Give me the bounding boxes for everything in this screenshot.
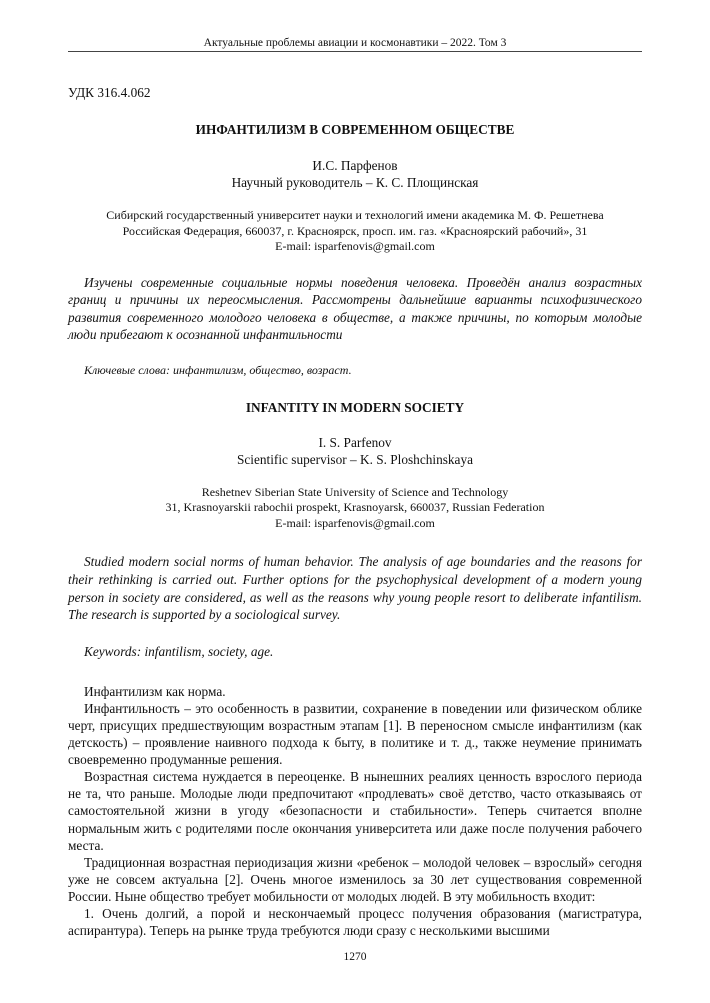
abstract-ru: Изучены современные социальные нормы поведения человека. Проведён анализ возрастных границ и причины их переосмысления. Рассмотрены дальнейшие варианты психофизического развития современного молодого человека в обществе, а также причины, по которым молодые люди прибегают к осознанной инфантильности <box>68 274 642 343</box>
body-paragraph: Инфантильность – это особенность в развитии, сохранение в поведении или физическом облике черт, присущих предшествующим возрастным этапам [1]. В переносном смысле инфантилизм (как детскость) – проявление наивного подхода к быту, в политике и т. д., также неумение принимать своевременно продуманные решения. <box>68 700 642 768</box>
article-title-ru: ИНФАНТИЛИЗМ В СОВРЕМЕННОМ ОБЩЕСТВЕ <box>195 122 515 137</box>
abstract-en: Studied modern social norms of human behavior. The analysis of age boundaries and the reasons for their rethinking is carried out. Further options for the psychophysical development of a modern young person in society are considered, as well as the reasons why young people resort to deliberate infantilism. The research is supported by a sociological survey. <box>68 554 642 623</box>
email-en: E-mail: isparfenovis@gmail.com <box>275 515 435 530</box>
author-block-en <box>68 434 642 468</box>
header-rule <box>68 51 642 52</box>
body-paragraph: Возрастная система нуждается в переоценке. В нынешних реалиях ценность взрослого периода не та, что раньше. Молодые люди предпочитают «продлевать» своё детство, часто отказываясь от самостоятельной жизни в угоду «безопасности и стабильности». Теперь считается вполне нормальным жить с родителями после окончания университета или даже после получения рабочего места. <box>68 769 642 853</box>
supervisor-ru: Научный руководитель – К. С. Площинская <box>231 175 479 190</box>
supervisor-en: Scientific supervisor – K. S. Ploshchinskaya <box>237 451 473 467</box>
body-paragraph: Инфантилизм как норма. <box>84 683 226 699</box>
running-head: Актуальные проблемы авиации и космонавтики – 2022. Том 3 <box>203 37 507 49</box>
keywords-en: Keywords: infantilism, society, age. <box>84 643 274 659</box>
author-name-en: I. S. Parfenov <box>318 434 392 450</box>
email-ru: E-mail: isparfenovis@gmail.com <box>275 239 435 253</box>
author-block-ru <box>68 157 642 191</box>
affiliation-block-ru <box>68 208 642 255</box>
affiliation-line1-ru: Сибирский государственный университет науки и технологий имени академика М. Ф. Решетнева <box>106 208 604 222</box>
body-paragraph: 1. Очень долгий, а порой и нескончаемый процесс получения образования (магистратура, аспирантура). Теперь на рынке труда требуются люди сразу с несколькими высшими <box>68 905 642 939</box>
article-content <box>68 84 642 939</box>
body-text <box>68 683 642 939</box>
keywords-ru: Ключевые слова: инфантилизм, общество, возраст. <box>84 362 352 377</box>
affiliation-line2-en: 31, Krasnoyarskii rabochii prospekt, Krasnoyarsk, 660037, Russian Federation <box>165 500 545 515</box>
udk-code: УДК 316.4.062 <box>68 85 151 100</box>
page-number: 1270 <box>343 951 367 963</box>
body-paragraph: Традиционная возрастная периодизация жизни «ребенок – молодой человек – взрослый» сегодня уже не совсем актуальна [2]. Очень многое изменилось за 30 лет существования современной России. Ныне общество требует мобильности от молодых людей. В эту мобильность входит: <box>68 854 642 904</box>
affiliation-block-en <box>68 485 642 532</box>
affiliation-line1-en: Reshetnev Siberian State University of Science and Technology <box>201 484 509 499</box>
affiliation-line2-ru: Российская Федерация, 660037, г. Красноярск, просп. им. газ. «Красноярский рабочий», 31 <box>122 223 588 238</box>
article-title-en: INFANTITY IN MODERN SOCIETY <box>245 399 465 415</box>
author-name-ru: И.С. Парфенов <box>312 158 398 173</box>
